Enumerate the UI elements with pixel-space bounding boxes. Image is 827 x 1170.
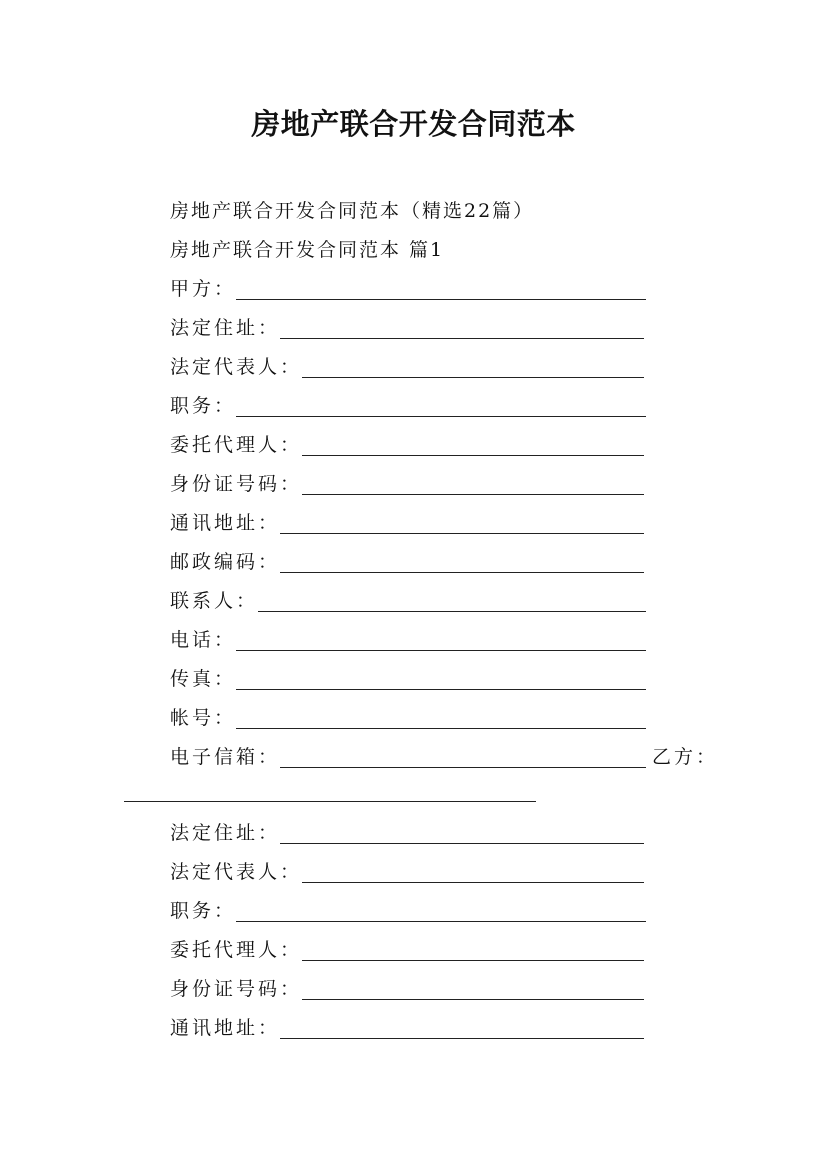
party-b-address-field <box>170 820 644 846</box>
fill-blank[interactable] <box>280 1038 644 1039</box>
party-b-mailing-address-field <box>170 1015 644 1041</box>
party-b-representative-field <box>170 859 644 885</box>
fill-blank[interactable] <box>280 767 646 768</box>
party-a-phone-field <box>170 627 646 653</box>
fill-blank[interactable] <box>236 416 646 417</box>
field-label: 法定住址： <box>170 317 281 339</box>
party-a-postcode-field <box>170 549 644 575</box>
party-a-account-field <box>170 705 646 731</box>
party-a-email-field <box>170 744 718 770</box>
fill-blank[interactable] <box>236 299 646 300</box>
party-a-id-field <box>170 471 644 497</box>
party-a-address-field <box>170 315 644 341</box>
party-a-label: 甲方： <box>170 278 237 300</box>
fill-blank[interactable] <box>236 728 646 729</box>
document-subtitle: 房地产联合开发合同范本（精选22篇） <box>170 200 535 222</box>
field-label: 传真： <box>170 668 237 690</box>
fill-blank[interactable] <box>280 572 644 573</box>
party-b-name-blank[interactable] <box>124 801 536 802</box>
fill-blank[interactable] <box>302 999 644 1000</box>
fill-blank[interactable] <box>236 921 646 922</box>
document-title: 房地产联合开发合同范本 <box>251 107 576 141</box>
field-label: 职务： <box>170 395 237 417</box>
party-b-label: 乙方： <box>652 746 719 768</box>
field-label: 身份证号码： <box>170 978 303 1000</box>
fill-blank[interactable] <box>302 455 644 456</box>
party-b-id-field <box>170 976 644 1002</box>
party-a-representative-field <box>170 354 644 380</box>
fill-blank[interactable] <box>302 882 644 883</box>
field-label: 电话： <box>170 629 237 651</box>
party-a-field <box>170 276 646 302</box>
fill-blank[interactable] <box>236 650 646 651</box>
fill-blank[interactable] <box>280 843 644 844</box>
field-label: 身份证号码： <box>170 473 303 495</box>
field-label: 法定代表人： <box>170 861 303 883</box>
field-label: 委托代理人： <box>170 434 303 456</box>
fill-blank[interactable] <box>258 611 646 612</box>
field-label: 邮政编码： <box>170 551 281 573</box>
field-label: 通讯地址： <box>170 512 281 534</box>
field-label: 电子信箱： <box>170 746 281 768</box>
party-a-contact-field <box>170 588 646 614</box>
party-a-mailing-address-field <box>170 510 644 536</box>
section-heading: 房地产联合开发合同范本 篇1 <box>170 239 445 261</box>
field-label: 法定住址： <box>170 822 281 844</box>
field-label: 职务： <box>170 900 237 922</box>
fill-blank[interactable] <box>302 494 644 495</box>
fill-blank[interactable] <box>280 338 644 339</box>
field-label: 通讯地址： <box>170 1017 281 1039</box>
fill-blank[interactable] <box>302 377 644 378</box>
fill-blank[interactable] <box>280 533 644 534</box>
field-label: 法定代表人： <box>170 356 303 378</box>
field-label: 帐号： <box>170 707 237 729</box>
field-label: 委托代理人： <box>170 939 303 961</box>
party-b-position-field <box>170 898 646 924</box>
fill-blank[interactable] <box>236 689 646 690</box>
field-label: 联系人： <box>170 590 259 612</box>
party-b-agent-field <box>170 937 644 963</box>
party-a-agent-field <box>170 432 644 458</box>
fill-blank[interactable] <box>302 960 644 961</box>
party-a-position-field <box>170 393 646 419</box>
party-a-fax-field <box>170 666 646 692</box>
